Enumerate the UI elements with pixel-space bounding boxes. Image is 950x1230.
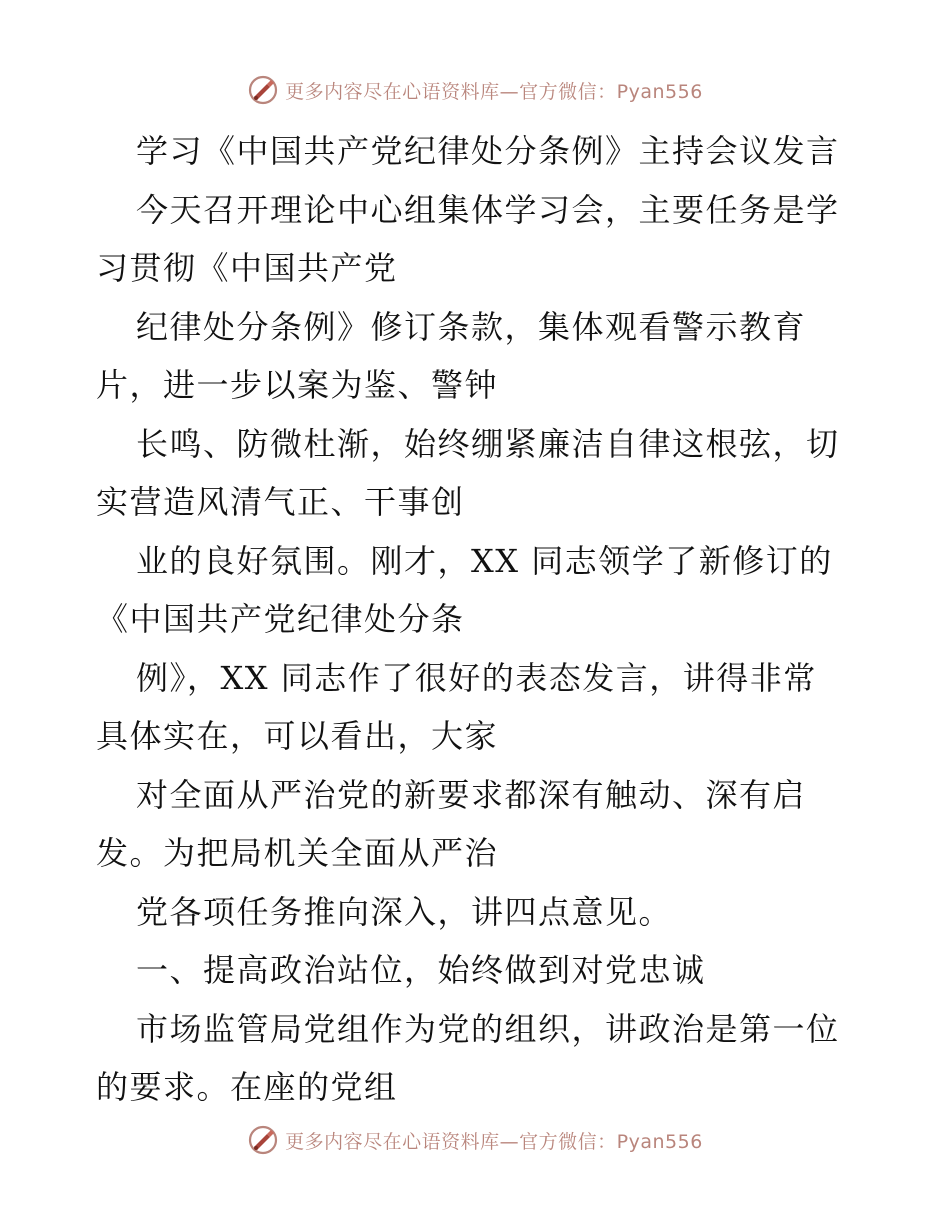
paragraph bbox=[96, 415, 856, 474]
watermark-text: 更多内容尽在心语资料库—官方微信：Pyan556 bbox=[285, 1130, 703, 1153]
text-line: 实营造风清气正、干事创 bbox=[96, 483, 465, 521]
document-title bbox=[96, 122, 856, 181]
text-line: 业的良好氛围。刚才，XX 同志领学了新修订的 bbox=[136, 541, 833, 580]
paragraph bbox=[96, 824, 856, 883]
header-watermark-banner bbox=[0, 70, 950, 110]
text-line: 习贯彻《中国共产党 bbox=[96, 249, 398, 287]
paragraph bbox=[96, 1000, 856, 1059]
paragraph bbox=[96, 766, 856, 825]
footer-watermark-banner bbox=[0, 1120, 950, 1160]
text-line: 市场监管局党组作为党的组织，讲政治是第一位 bbox=[136, 1009, 840, 1048]
pen-circle-logo-icon bbox=[247, 1124, 279, 1156]
paragraph bbox=[96, 883, 856, 942]
text-line: 一、提高政治站位，始终做到对党忠诚 bbox=[136, 951, 706, 989]
paragraph bbox=[96, 590, 856, 649]
paragraph bbox=[96, 298, 856, 357]
text-line: 发。为把局机关全面从严治 bbox=[96, 834, 499, 872]
text-line: 《中国共产党纪律处分条 bbox=[96, 600, 465, 638]
paragraph bbox=[96, 1058, 856, 1117]
paragraph bbox=[96, 532, 856, 591]
paragraph bbox=[96, 181, 856, 240]
watermark-text: 更多内容尽在心语资料库—官方微信：Pyan556 bbox=[285, 80, 703, 103]
paragraph bbox=[96, 649, 856, 708]
paragraph bbox=[96, 356, 856, 415]
text-line: 对全面从严治党的新要求都深有触动、深有启 bbox=[136, 775, 807, 814]
text-line: 学习《中国共产党纪律处分条例》主持会议发言 bbox=[136, 132, 840, 170]
text-line: 的要求。在座的党组 bbox=[96, 1068, 398, 1106]
paragraph bbox=[96, 239, 856, 298]
pen-circle-logo-icon bbox=[247, 74, 279, 106]
text-line: 长鸣、防微杜渐，始终绷紧廉洁自律这根弦，切 bbox=[136, 424, 840, 463]
text-line: 片，进一步以案为鉴、警钟 bbox=[96, 366, 499, 404]
text-line: 例》，XX 同志作了很好的表态发言，讲得非常 bbox=[136, 658, 817, 697]
text-line: 具体实在，可以看出，大家 bbox=[96, 717, 499, 755]
paragraph bbox=[96, 707, 856, 766]
document-body bbox=[96, 122, 856, 1117]
text-line: 纪律处分条例》修订条款，集体观看警示教育 bbox=[136, 307, 807, 346]
text-line: 党各项任务推向深入，讲四点意见。 bbox=[136, 892, 673, 931]
paragraph bbox=[96, 473, 856, 532]
text-line: 今天召开理论中心组集体学习会，主要任务是学 bbox=[136, 190, 840, 229]
section-heading bbox=[96, 941, 856, 1000]
